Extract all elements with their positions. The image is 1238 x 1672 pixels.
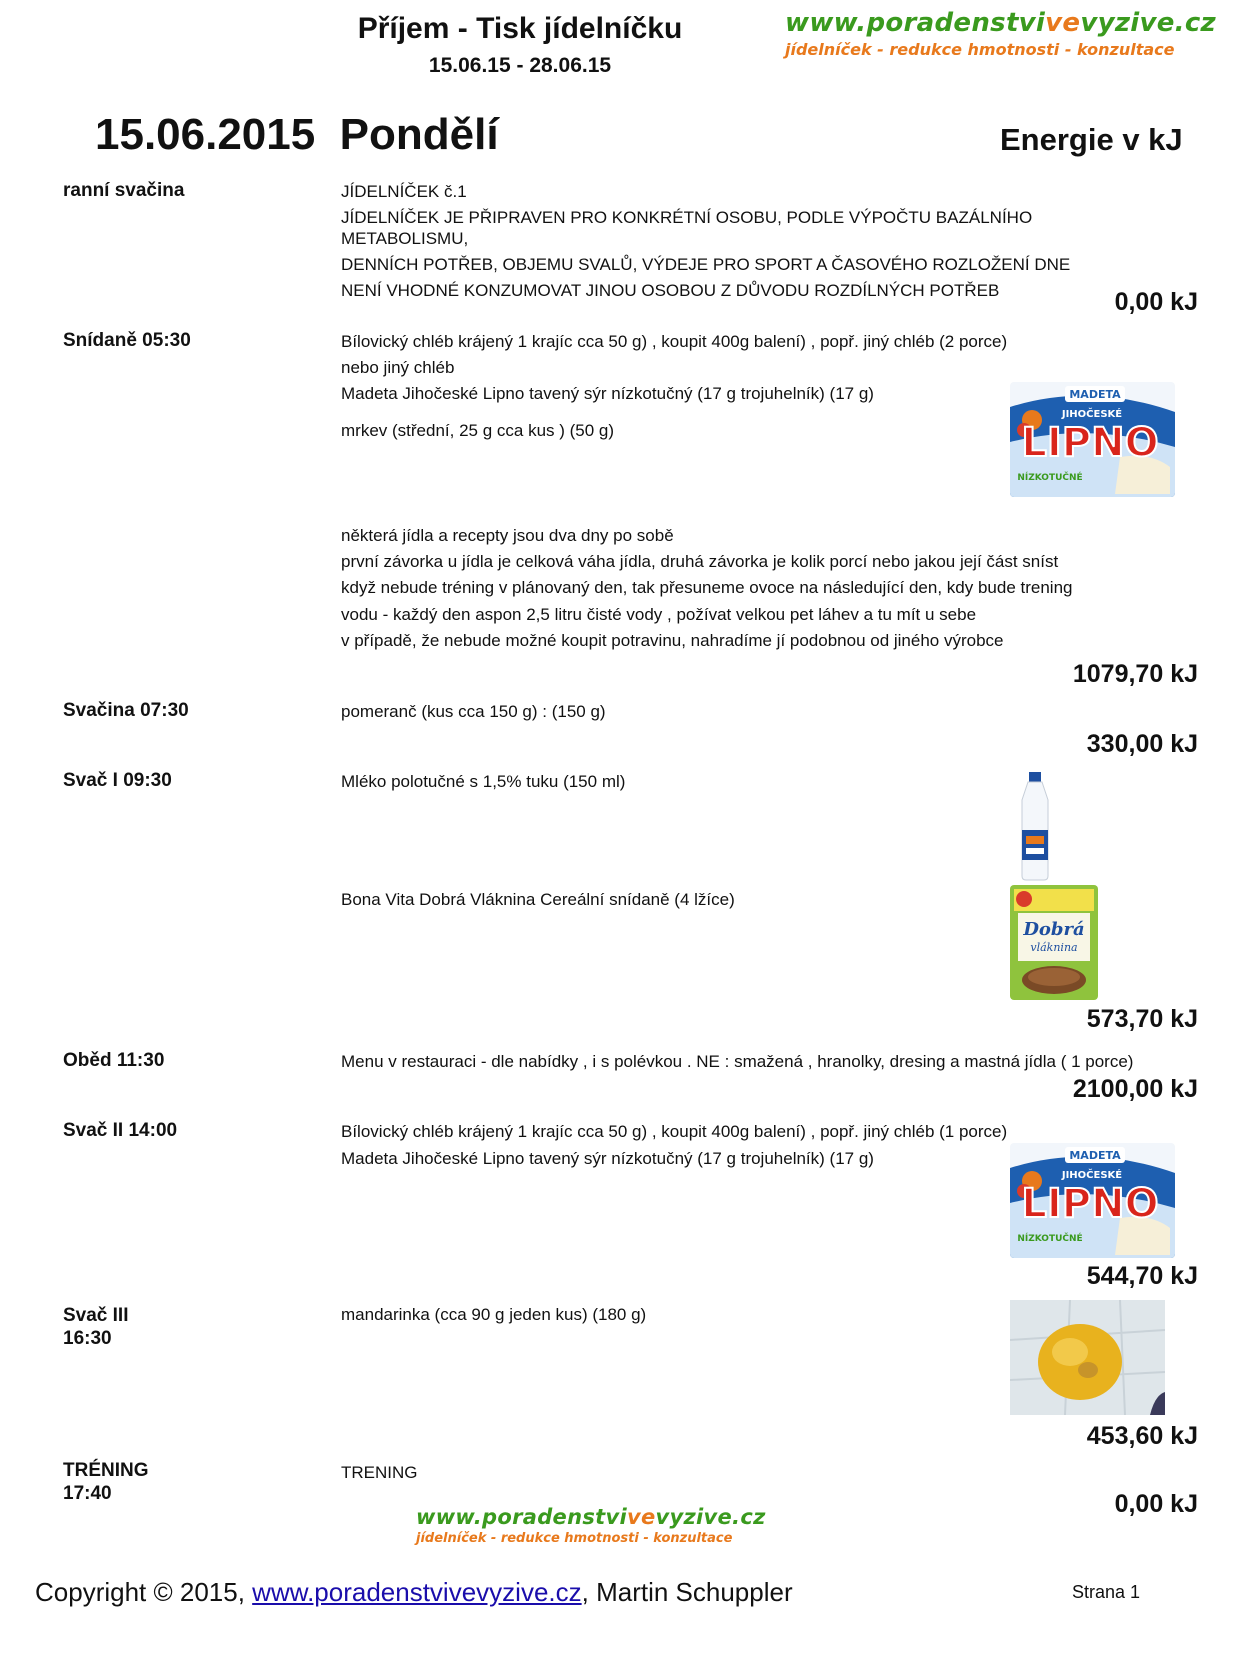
svg-text:LIPNO: LIPNO [1021,1181,1159,1227]
meal-label-svac3: Svač III [63,1305,129,1326]
svg-text:NÍZKOTUČNÉ: NÍZKOTUČNÉ [1017,1234,1083,1244]
meal-energy: 544,70 kJ [1086,1262,1198,1290]
meal-line: mrkev (střední, 25 g cca kus ) (50 g) [341,421,615,440]
meal-line: Bílovický chléb krájený 1 krajíc cca 50 g) , koupit 400g balení) , popř. jiný chléb (1 porce) [341,1122,1008,1141]
meal-line: Mléko polotučné s 1,5% tuku (150 ml) [341,772,626,791]
meal-line: pomeranč (kus cca 150 g) : (150 g) [341,702,606,721]
svg-text:Dobrá: Dobrá [1023,919,1085,940]
lipno-cheese-image [1010,1143,1175,1258]
logo-tagline: jídelníček - redukce hmotnosti - konzultace [785,40,1175,59]
cereal-box-image [1010,885,1098,1000]
brand-logo-top [785,8,1216,59]
meal-energy: 573,70 kJ [1086,1005,1198,1033]
day-heading: 15.06.2015 Pondělí [95,110,499,159]
page-number: Strana 1 [1072,1582,1141,1602]
meal-energy: 453,60 kJ [1086,1422,1198,1450]
mandarin-photo [1010,1300,1165,1415]
meal-label-svac2: Svač II 14:00 [63,1120,178,1141]
meal-label-svac1: Svač I 09:30 [63,770,172,791]
meal-label-svacina: Svačina 07:30 [63,700,189,721]
meal-energy: 330,00 kJ [1086,730,1198,758]
lipno-cheese-image [1010,382,1175,497]
svg-text:LIPNO: LIPNO [1021,420,1159,466]
meal-energy: 0,00 kJ [1114,288,1198,316]
meal-line: Madeta Jihočeské Lipno tavený sýr nízkotučný (17 g trojuhelník) (17 g) [341,384,874,403]
meal-line: vodu - každý den aspon 2,5 litru čisté vody , požívat velkou pet láhev a tu mít u sebe [341,605,977,624]
page-title: Příjem - Tisk jídelníčku [357,12,683,45]
meal-label-snidane: Snídaně 05:30 [63,330,191,351]
meal-energy: 0,00 kJ [1114,1490,1198,1518]
footer-link[interactable]: www.poradenstvivevyzive.cz [252,1577,582,1607]
energy-heading: Energie v kJ [1000,122,1183,157]
svg-text:JIHOČESKÉ: JIHOČESKÉ [1061,409,1123,420]
meal-label-obed: Oběd 11:30 [63,1050,165,1071]
svg-text:JIHOČESKÉ: JIHOČESKÉ [1061,1170,1123,1181]
meal-line: DENNÍCH POTŘEB, OBJEMU SVALŮ, VÝDEJE PRO SPORT A ČASOVÉHO ROZLOŽENÍ DNE [341,255,1071,274]
logo-url: www.poradenstvivevyzive.cz [416,1505,766,1529]
meal-line: Bílovický chléb krájený 1 krajíc cca 50 g) , koupit 400g balení) , popř. jiný chléb (2 porce) [341,332,1008,351]
meal-line: NENÍ VHODNÉ KONZUMOVAT JINOU OSOBOU Z DŮVODU ROZDÍLNÝCH POTŘEB [341,281,1000,300]
meal-energy: 1079,70 kJ [1072,660,1198,688]
meal-line: některá jídla a recepty jsou dva dny po sobě [341,526,674,545]
logo-url: www.poradenstvivevyzive.cz [785,8,1216,38]
meal-line: METABOLISMU, [341,229,469,248]
meal-line: první závorka u jídla je celková váha jídla, druhá závorka je kolik porcí nebo jakou její část sníst [341,552,1059,571]
meal-label-trening: TRÉNING [63,1460,149,1481]
milk-bottle-image [1015,770,1055,882]
svg-text:MADETA: MADETA [1069,388,1121,401]
meal-line: JÍDELNÍČEK JE PŘIPRAVEN PRO KONKRÉTNÍ OSOBU, PODLE VÝPOČTU BAZÁLNÍHO [341,208,1033,227]
date-range: 15.06.15 - 28.06.15 [428,54,612,77]
meal-line: Madeta Jihočeské Lipno tavený sýr nízkotučný (17 g trojuhelník) (17 g) [341,1149,874,1168]
meal-line: Menu v restauraci - dle nabídky , i s polévkou . NE : smažená , hranolky, dresing a mastná jídla ( 1 porce) [341,1052,1134,1071]
meal-energy: 2100,00 kJ [1072,1075,1198,1103]
meal-line: nebo jiný chléb [341,358,455,377]
meal-line: Bona Vita Dobrá Vláknina Cereální snídaně (4 lžíce) [341,890,735,909]
meal-line: JÍDELNÍČEK č.1 [341,182,467,201]
meal-time-trening: 17:40 [63,1483,112,1504]
meal-line: v případě, že nebude možné koupit potravinu, nahradíme jí podobnou od jiného výrobce [341,631,1004,650]
meal-line: TRENING [341,1463,418,1482]
meal-line: mandarinka (cca 90 g jeden kus) (180 g) [341,1305,647,1324]
logo-tagline: jídelníček - redukce hmotnosti - konzultace [416,1531,733,1546]
meal-line: když nebude tréning v plánovaný den, tak přesuneme ovoce na následující den, kdy bude trening [341,578,1073,597]
meal-time-svac3: 16:30 [63,1328,112,1349]
svg-text:vláknina: vláknina [1030,941,1078,954]
meal-label-ranni: ranní svačina [63,180,185,201]
svg-text:MADETA: MADETA [1069,1149,1121,1162]
footer-copyright: Copyright © 2015, www.poradenstvivevyzive.cz, Martin Schuppler [35,1577,793,1607]
svg-text:NÍZKOTUČNÉ: NÍZKOTUČNÉ [1017,473,1083,483]
brand-logo-bottom [416,1505,796,1546]
